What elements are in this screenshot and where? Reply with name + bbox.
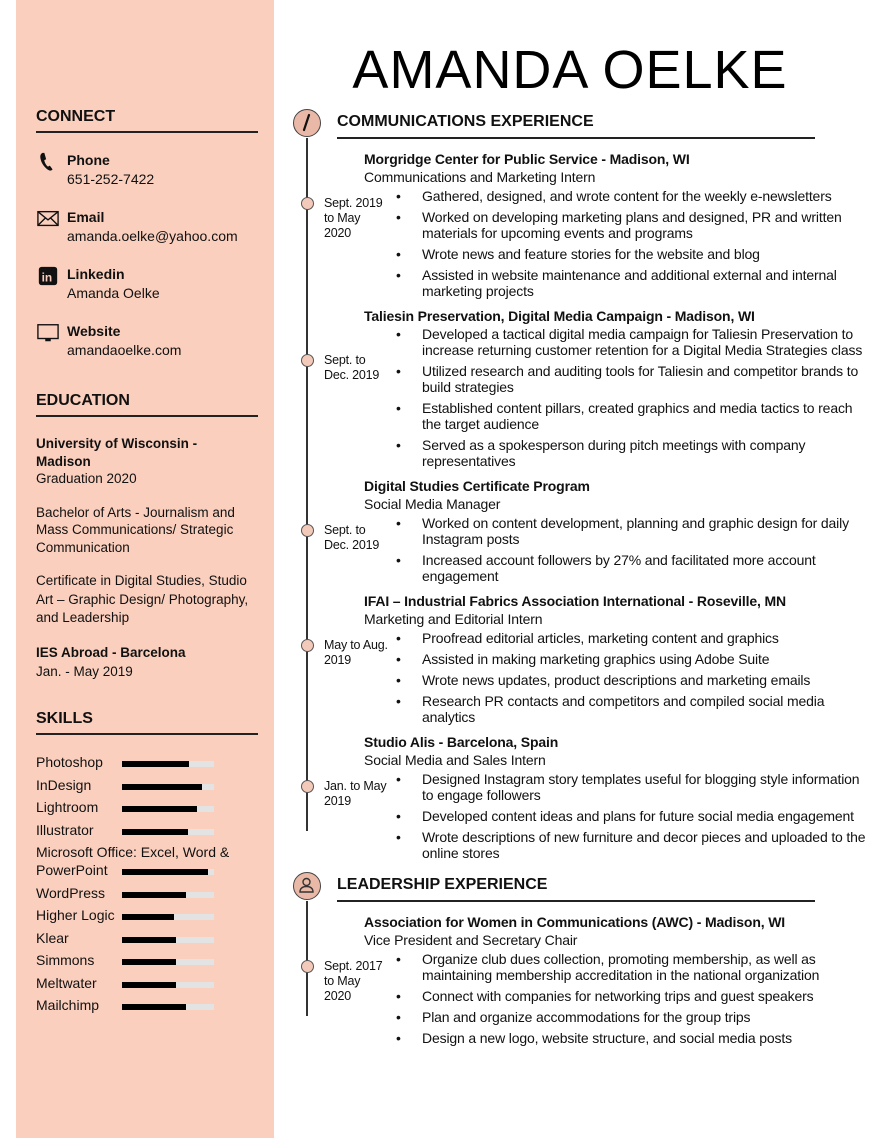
job-bullet: • Established content pillars, created graphics and media tactics to reach the target audience bbox=[364, 400, 869, 432]
job-title: IFAI – Industrial Fabrics Association International - Roseville, MN bbox=[364, 593, 786, 609]
connect-heading: CONNECT bbox=[36, 108, 258, 133]
skill-level-fill bbox=[122, 937, 176, 943]
job-dates: May to Aug. 2019 bbox=[324, 638, 388, 667]
skill-level-fill bbox=[122, 892, 186, 898]
job-bullets bbox=[364, 188, 869, 299]
skill-level-fill bbox=[122, 829, 188, 835]
job-entry bbox=[324, 150, 869, 299]
skills-list bbox=[36, 753, 258, 1014]
skill-name: Illustrator bbox=[36, 821, 94, 838]
sidebar-content bbox=[36, 108, 258, 1019]
skill-item bbox=[36, 776, 258, 794]
contact-website bbox=[36, 322, 258, 364]
skill-item bbox=[36, 929, 258, 947]
job-dates: Sept. 2019 to May 2020 bbox=[324, 196, 383, 240]
skill-level-bar bbox=[122, 869, 214, 875]
skill-level-bar bbox=[122, 1004, 214, 1010]
skill-level-bar bbox=[122, 937, 214, 943]
leadership-heading: LEADERSHIP EXPERIENCE bbox=[337, 876, 815, 902]
skill-level-bar bbox=[122, 784, 214, 790]
pencil-icon bbox=[293, 109, 321, 137]
job-bullet: • Organize club dues collection, promoting membership, as well as maintaining membership accreditation in the national organization bbox=[364, 951, 869, 983]
job-bullet: • Increased account followers by 27% and facilitated more account engagement bbox=[364, 552, 869, 584]
job-dates: Sept. to Dec. 2019 bbox=[324, 353, 380, 382]
job-bullet: • Assisted in making marketing graphics using Adobe Suite bbox=[364, 651, 869, 667]
job-bullets bbox=[364, 771, 869, 861]
skill-level-fill bbox=[122, 784, 202, 790]
skill-level-bar bbox=[122, 806, 214, 812]
skill-name: Klear bbox=[36, 929, 69, 946]
job-bullet: • Served as a spokesperson during pitch meetings with company representatives bbox=[364, 437, 869, 469]
skill-item bbox=[36, 884, 258, 902]
skill-level-fill bbox=[122, 1004, 186, 1010]
abroad-name: IES Abroad - Barcelona bbox=[36, 644, 186, 660]
job-bullets bbox=[364, 630, 869, 725]
skill-item bbox=[36, 798, 258, 816]
education-abroad bbox=[36, 644, 258, 683]
skills-heading: SKILLS bbox=[36, 710, 258, 735]
job-bullet: • Developed a tactical digital media campaign for Taliesin Preservation to increase returning customer retention for a Digital Media Strategies class bbox=[364, 326, 869, 358]
section-header bbox=[293, 106, 869, 150]
linkedin-icon bbox=[36, 265, 60, 287]
communications-section bbox=[293, 106, 869, 861]
skill-item bbox=[36, 753, 258, 771]
job-role: Social Media Manager bbox=[364, 496, 501, 512]
abroad-dates: Jan. - May 2019 bbox=[36, 664, 133, 679]
linkedin-label: Linkedin bbox=[67, 266, 125, 282]
job-bullet: • Wrote news and feature stories for the website and blog bbox=[364, 246, 869, 262]
monitor-icon bbox=[36, 322, 60, 344]
skill-level-fill bbox=[122, 914, 174, 920]
job-bullets bbox=[364, 326, 869, 469]
skill-level-fill bbox=[122, 959, 176, 965]
timeline-dot bbox=[301, 197, 314, 210]
job-bullet: • Developed content ideas and plans for future social media engagement bbox=[364, 808, 869, 824]
job-bullets bbox=[364, 515, 869, 584]
contact-linkedin bbox=[36, 265, 258, 307]
page-title: AMANDA OELKE bbox=[352, 40, 788, 100]
job-title: Morgridge Center for Public Service - Madison, WI bbox=[364, 151, 690, 167]
job-bullet: • Wrote descriptions of new furniture and decor pieces and uploaded to the online stores bbox=[364, 829, 869, 861]
skill-level-fill bbox=[122, 982, 176, 988]
skill-level-bar bbox=[122, 959, 214, 965]
phone-label: Phone bbox=[67, 152, 110, 168]
skill-name: Lightroom bbox=[36, 799, 99, 815]
skill-name: Simmons bbox=[36, 952, 95, 968]
skill-name: Mailchimp bbox=[36, 997, 100, 1013]
job-dates: Sept. to Dec. 2019 bbox=[324, 523, 380, 552]
section-header bbox=[293, 869, 869, 913]
timeline-dot bbox=[301, 524, 314, 537]
skill-level-bar bbox=[122, 761, 214, 767]
main-content bbox=[293, 106, 869, 1054]
email-label: Email bbox=[67, 209, 105, 225]
job-entry bbox=[324, 733, 869, 861]
skill-item bbox=[36, 996, 258, 1014]
website-value[interactable]: amandaoelke.com bbox=[67, 342, 182, 358]
timeline-dot bbox=[301, 354, 314, 367]
education-school bbox=[36, 435, 226, 488]
job-role: Communications and Marketing Intern bbox=[364, 169, 596, 185]
skill-level-fill bbox=[122, 869, 208, 875]
job-entry bbox=[324, 913, 869, 1046]
skill-level-fill bbox=[122, 761, 189, 767]
job-entry bbox=[324, 477, 869, 584]
certificate: Certificate in Digital Studies, Studio Art – Graphic Design/ Photography, and Leadership bbox=[36, 573, 249, 625]
job-title: Taliesin Preservation, Digital Media Campaign - Madison, WI bbox=[364, 308, 755, 324]
skill-item bbox=[36, 906, 258, 924]
job-title: Association for Women in Communications (AWC) - Madison, WI bbox=[364, 914, 786, 930]
envelope-icon bbox=[36, 208, 60, 230]
degree: Bachelor of Arts - Journalism and Mass Communications/ Strategic Communication bbox=[36, 504, 235, 555]
job-bullet: • Worked on developing marketing plans and designed, PR and written materials for upcoming events and programs bbox=[364, 209, 869, 241]
job-bullet: • Research PR contacts and competitors and compiled social media analytics bbox=[364, 693, 869, 725]
timeline bbox=[293, 913, 869, 1046]
timeline-dot bbox=[301, 780, 314, 793]
job-bullet: • Connect with companies for networking trips and guest speakers bbox=[364, 988, 869, 1004]
job-bullet: • Utilized research and auditing tools for Taliesin and competitor brands to build strategies bbox=[364, 363, 869, 395]
communications-heading: COMMUNICATIONS EXPERIENCE bbox=[337, 113, 815, 139]
skill-name: InDesign bbox=[36, 776, 92, 793]
svg-text:in: in bbox=[41, 270, 53, 285]
skill-name: WordPress bbox=[36, 884, 105, 901]
graduation: Graduation 2020 bbox=[36, 471, 137, 486]
contact-email bbox=[36, 208, 258, 250]
job-role: Vice President and Secretary Chair bbox=[364, 932, 578, 948]
skill-name: Photoshop bbox=[36, 754, 103, 770]
job-title: Studio Alis - Barcelona, Spain bbox=[364, 734, 559, 750]
job-entry bbox=[324, 307, 869, 469]
job-bullet: • Designed Instagram story templates useful for blogging style information to engage followers bbox=[364, 771, 869, 803]
timeline bbox=[293, 150, 869, 861]
job-bullet: • Wrote news updates, product descriptions and marketing emails bbox=[364, 672, 869, 688]
skill-level-bar bbox=[122, 892, 214, 898]
leadership-section bbox=[293, 869, 869, 1046]
job-bullet: • Gathered, designed, and wrote content for the weekly e-newsletters bbox=[364, 188, 869, 204]
skill-item bbox=[36, 951, 258, 969]
job-role: Social Media and Sales Intern bbox=[364, 752, 546, 768]
skill-name: Meltwater bbox=[36, 974, 97, 991]
website-label: Website bbox=[67, 323, 121, 339]
job-bullet: • Proofread editorial articles, marketing content and graphics bbox=[364, 630, 869, 646]
job-title: Digital Studies Certificate Program bbox=[364, 478, 590, 494]
job-dates: Sept. 2017 to May 2020 bbox=[324, 959, 383, 1003]
skill-name: Higher Logic bbox=[36, 907, 115, 923]
job-dates: Jan. to May 2019 bbox=[324, 779, 387, 808]
skill-name: Microsoft Office: Excel, Word & PowerPoint bbox=[36, 844, 230, 878]
job-bullet: • Plan and organize accommodations for the group trips bbox=[364, 1009, 869, 1025]
email-value[interactable]: amanda.oelke@yahoo.com bbox=[67, 228, 238, 244]
skill-level-bar bbox=[122, 914, 214, 920]
skill-item bbox=[36, 821, 258, 839]
job-bullet: • Design a new logo, website structure, and social media posts bbox=[364, 1030, 869, 1046]
timeline-dot bbox=[301, 639, 314, 652]
linkedin-value[interactable]: Amanda Oelke bbox=[67, 285, 160, 301]
skill-level-fill bbox=[122, 806, 197, 812]
skill-item bbox=[36, 843, 258, 879]
education-heading: EDUCATION bbox=[36, 392, 258, 417]
job-entry bbox=[324, 592, 869, 725]
person-icon bbox=[293, 872, 321, 900]
job-bullets bbox=[364, 951, 869, 1046]
job-bullet: • Assisted in website maintenance and additional external and internal marketing projects bbox=[364, 267, 869, 299]
job-role: Marketing and Editorial Intern bbox=[364, 611, 543, 627]
phone-icon bbox=[36, 151, 60, 173]
school-name: University of Wisconsin - Madison bbox=[36, 436, 198, 469]
skill-level-bar bbox=[122, 982, 214, 988]
skill-level-bar bbox=[122, 829, 214, 835]
timeline-dot bbox=[301, 960, 314, 973]
phone-value[interactable]: 651-252-7422 bbox=[67, 171, 155, 187]
job-bullet: • Worked on content development, planning and graphic design for daily Instagram posts bbox=[364, 515, 869, 547]
contact-phone bbox=[36, 151, 258, 193]
skill-item bbox=[36, 974, 258, 992]
